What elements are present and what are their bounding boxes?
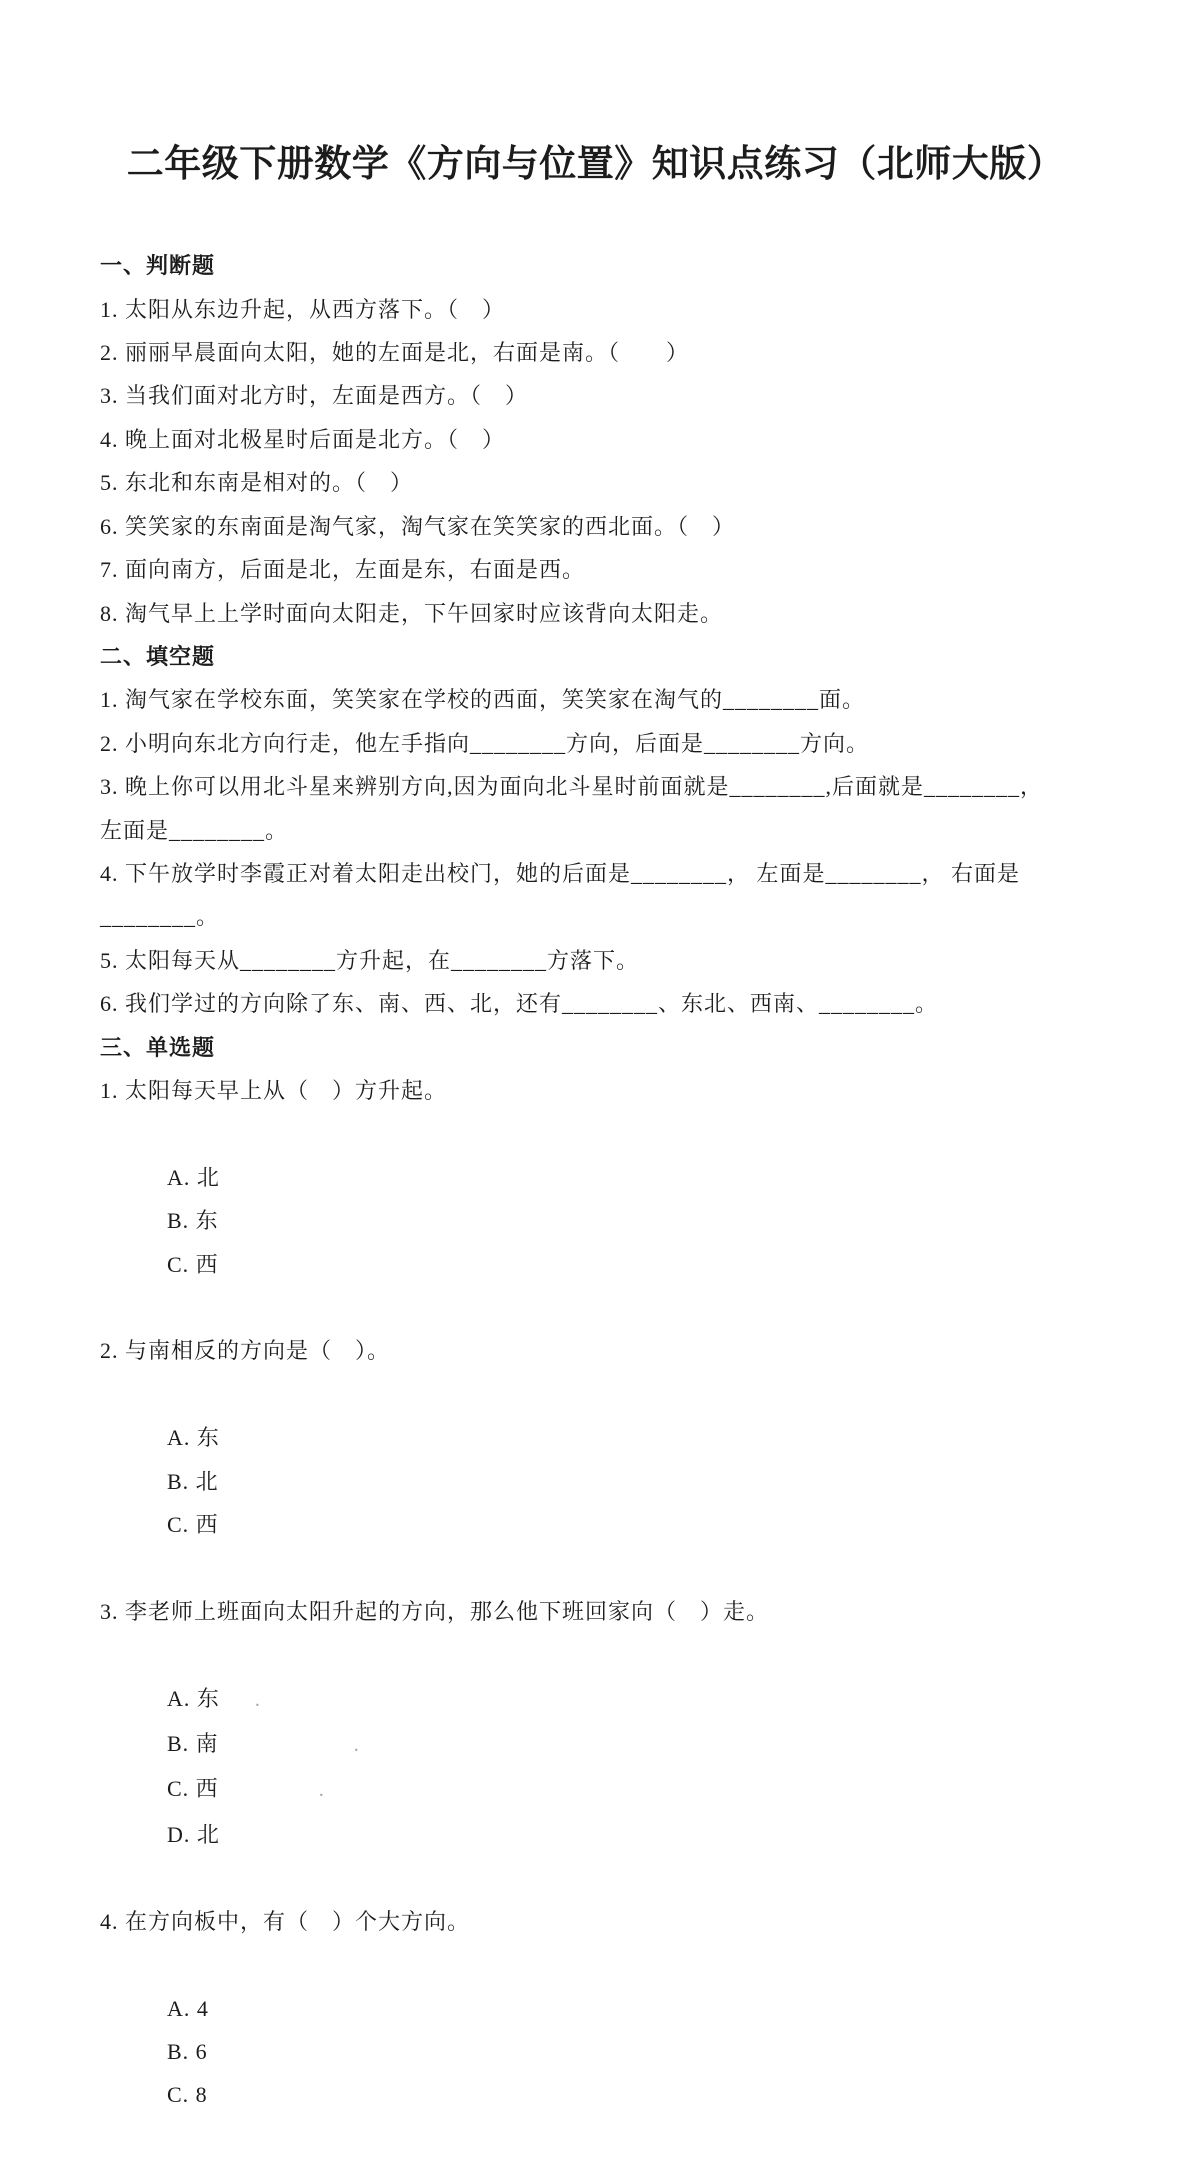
judge-item-5: 5. 东北和东南是相对的。（ ） xyxy=(100,470,414,496)
section-judge-heading: 一、判断题 xyxy=(100,253,216,279)
judge-item-4: 4. 晚上面对北极星时后面是北方。（ ） xyxy=(100,426,506,452)
choice-q1-option-c: C. 西 xyxy=(167,1251,219,1277)
choice-q3-stem: 3. 李老师上班面向太阳升起的方向，那么他下班回家向（ ）走。 xyxy=(100,1598,770,1624)
fill-item-6: 6. 我们学过的方向除了东、南、西、北，还有________、东北、西南、________。 xyxy=(100,991,939,1017)
worksheet-body xyxy=(100,244,1091,2160)
option-bullet-dot: . xyxy=(353,1734,360,1757)
choice-q4-stem: 4. 在方向板中，有（ ）个大方向。 xyxy=(100,1908,471,1934)
fill-item-3-line-2: 左面是________。 xyxy=(100,817,289,843)
fill-item-3-line-1: 3. 晚上你可以用北斗星来辨别方向,因为面向北斗星时前面就是________,后面就是________， xyxy=(100,774,1044,800)
choice-q1-option-b: B. 东 xyxy=(167,1208,219,1234)
judge-item-7: 7. 面向南方，后面是北，左面是东，右面是西。 xyxy=(100,557,586,583)
section-fill-heading: 二、填空题 xyxy=(100,643,216,669)
choice-q2-stem: 2. 与南相反的方向是（ ）。 xyxy=(100,1338,391,1364)
fill-item-4-line-1: 4. 下午放学时李霞正对着太阳走出校门，她的后面是________， 左面是________， 右面是 xyxy=(100,860,1021,886)
judge-item-2: 2. 丽丽早晨面向太阳，她的左面是北，右面是南。（ ） xyxy=(100,340,690,366)
page-title: 二年级下册数学《方向与位置》知识点练习（北师大版） xyxy=(126,144,1065,185)
option-bullet-dot: . xyxy=(254,1688,261,1711)
choice-q3-option-d: D. 北 xyxy=(167,1821,220,1847)
choice-q4-option-a: A. 4 xyxy=(167,1995,209,2021)
option-bullet-dot: . xyxy=(318,1779,325,1802)
judge-item-8: 8. 淘气早上上学时面向太阳走，下午回家时应该背向太阳走。 xyxy=(100,600,724,626)
choice-q3-option-a: A. 东 xyxy=(167,1685,220,1711)
choice-q2-options xyxy=(100,1373,1091,1590)
judge-item-1: 1. 太阳从东边升起，从西方落下。（ ） xyxy=(100,296,506,322)
judge-item-3: 3. 当我们面对北方时，左面是西方。（ ） xyxy=(100,383,529,409)
choice-q1-option-a: A. 北 xyxy=(167,1164,220,1190)
choice-q1-stem: 1. 太阳每天早上从（ ）方升起。 xyxy=(100,1077,448,1103)
choice-q4-options xyxy=(100,1943,1091,2160)
choice-q3-option-c: C. 西 xyxy=(167,1776,219,1802)
choice-q3-options xyxy=(100,1633,1091,1899)
section-choice-heading: 三、单选题 xyxy=(100,1034,216,1060)
fill-item-4-line-2: ________。 xyxy=(100,904,220,930)
choice-q4-option-c: C. 8 xyxy=(167,2082,208,2108)
judge-item-6: 6. 笑笑家的东南面是淘气家，淘气家在笑笑家的西北面。（ ） xyxy=(100,513,736,539)
choice-q3-option-b: B. 南 xyxy=(167,1731,219,1757)
choice-q4-option-b: B. 6 xyxy=(167,2038,208,2064)
choice-q2-option-a: A. 东 xyxy=(167,1425,220,1451)
fill-item-1: 1. 淘气家在学校东面，笑笑家在学校的西面，笑笑家在淘气的________面。 xyxy=(100,687,866,713)
choice-q2-option-b: B. 北 xyxy=(167,1468,219,1494)
fill-item-2: 2. 小明向东北方向行走，他左手指向________方向，后面是________方向。 xyxy=(100,730,870,756)
choice-q2-option-c: C. 西 xyxy=(167,1512,219,1538)
choice-q1-options xyxy=(100,1112,1091,1329)
fill-item-5: 5. 太阳每天从________方升起，在________方落下。 xyxy=(100,947,640,973)
